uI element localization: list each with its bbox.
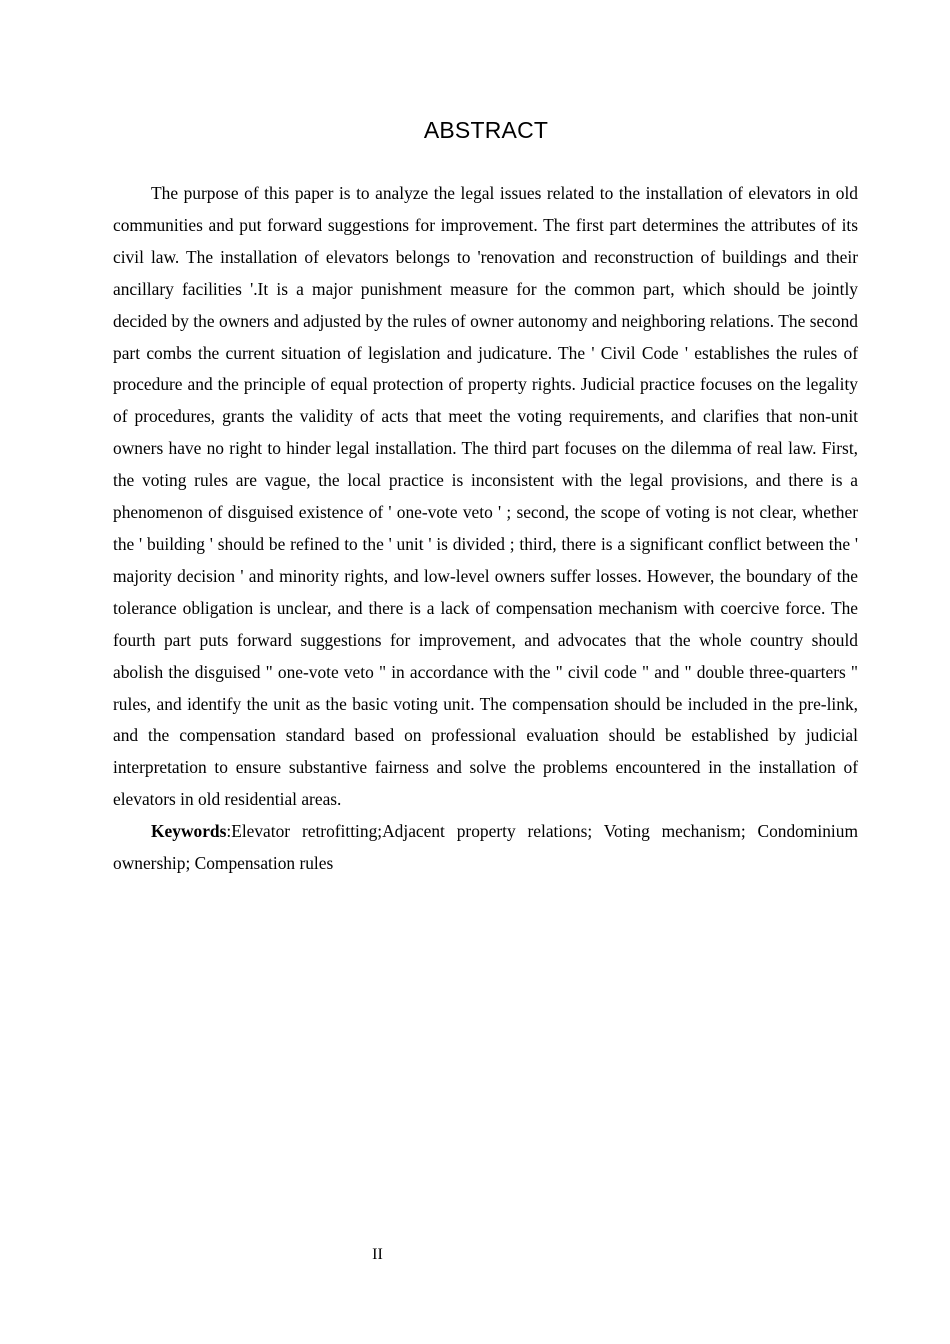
abstract-body xyxy=(113,178,858,880)
abstract-heading: ABSTRACT xyxy=(423,117,549,143)
keywords-paragraph xyxy=(113,816,858,880)
keywords-list: :Elevator retrofitting;Adjacent property relations; Voting mechanism; Condominium ownership; Compensation rules xyxy=(113,821,858,874)
abstract-paragraph: The purpose of this paper is to analyze the legal issues related to the installation of elevators in old communities and put forward suggestions for improvement. The first part determines the attributes of its civil law. The installation of elevators belongs to 'renovation and reconstruction of buildings and their ancillary facilities '.It is a major punishment measure for the common part, which should be jointly decided by the owners and adjusted by the rules of owner autonomy and neighboring relations. The second part combs the current situation of legislation and judicature. The ' Civil Code ' establishes the rules of procedure and the principle of equal protection of property rights. Judicial practice focuses on the legality of procedures, grants the validity of acts that meet the voting requirements, and clarifies that non-unit owners have no right to hinder legal installation. The third part focuses on the dilemma of real law. First, the voting rules are vague, the local practice is inconsistent with the legal provisions, and there is a phenomenon of disguised existence of ' one-vote veto ' ; second, the scope of voting is not clear, whether the ' building ' should be refined to the ' unit ' is divided ; third, there is a significant conflict between the ' majority decision ' and minority rights, and low-level owners suffer losses. However, the boundary of the tolerance obligation is unclear, and there is a lack of compensation mechanism with coercive force. The fourth part puts forward suggestions for improvement, and advocates that the whole country should abolish the disguised " one-vote veto " in accordance with the " civil code " and " double three-quarters " rules, and identify the unit as the basic voting unit. The compensation should be included in the pre-link, and the compensation standard based on professional evaluation should be established by judicial interpretation to ensure substantive fairness and solve the problems encountered in the installation of elevators in old residential areas. xyxy=(113,183,858,810)
page-number: II xyxy=(372,1246,383,1263)
keywords-label: Keywords xyxy=(151,821,227,842)
